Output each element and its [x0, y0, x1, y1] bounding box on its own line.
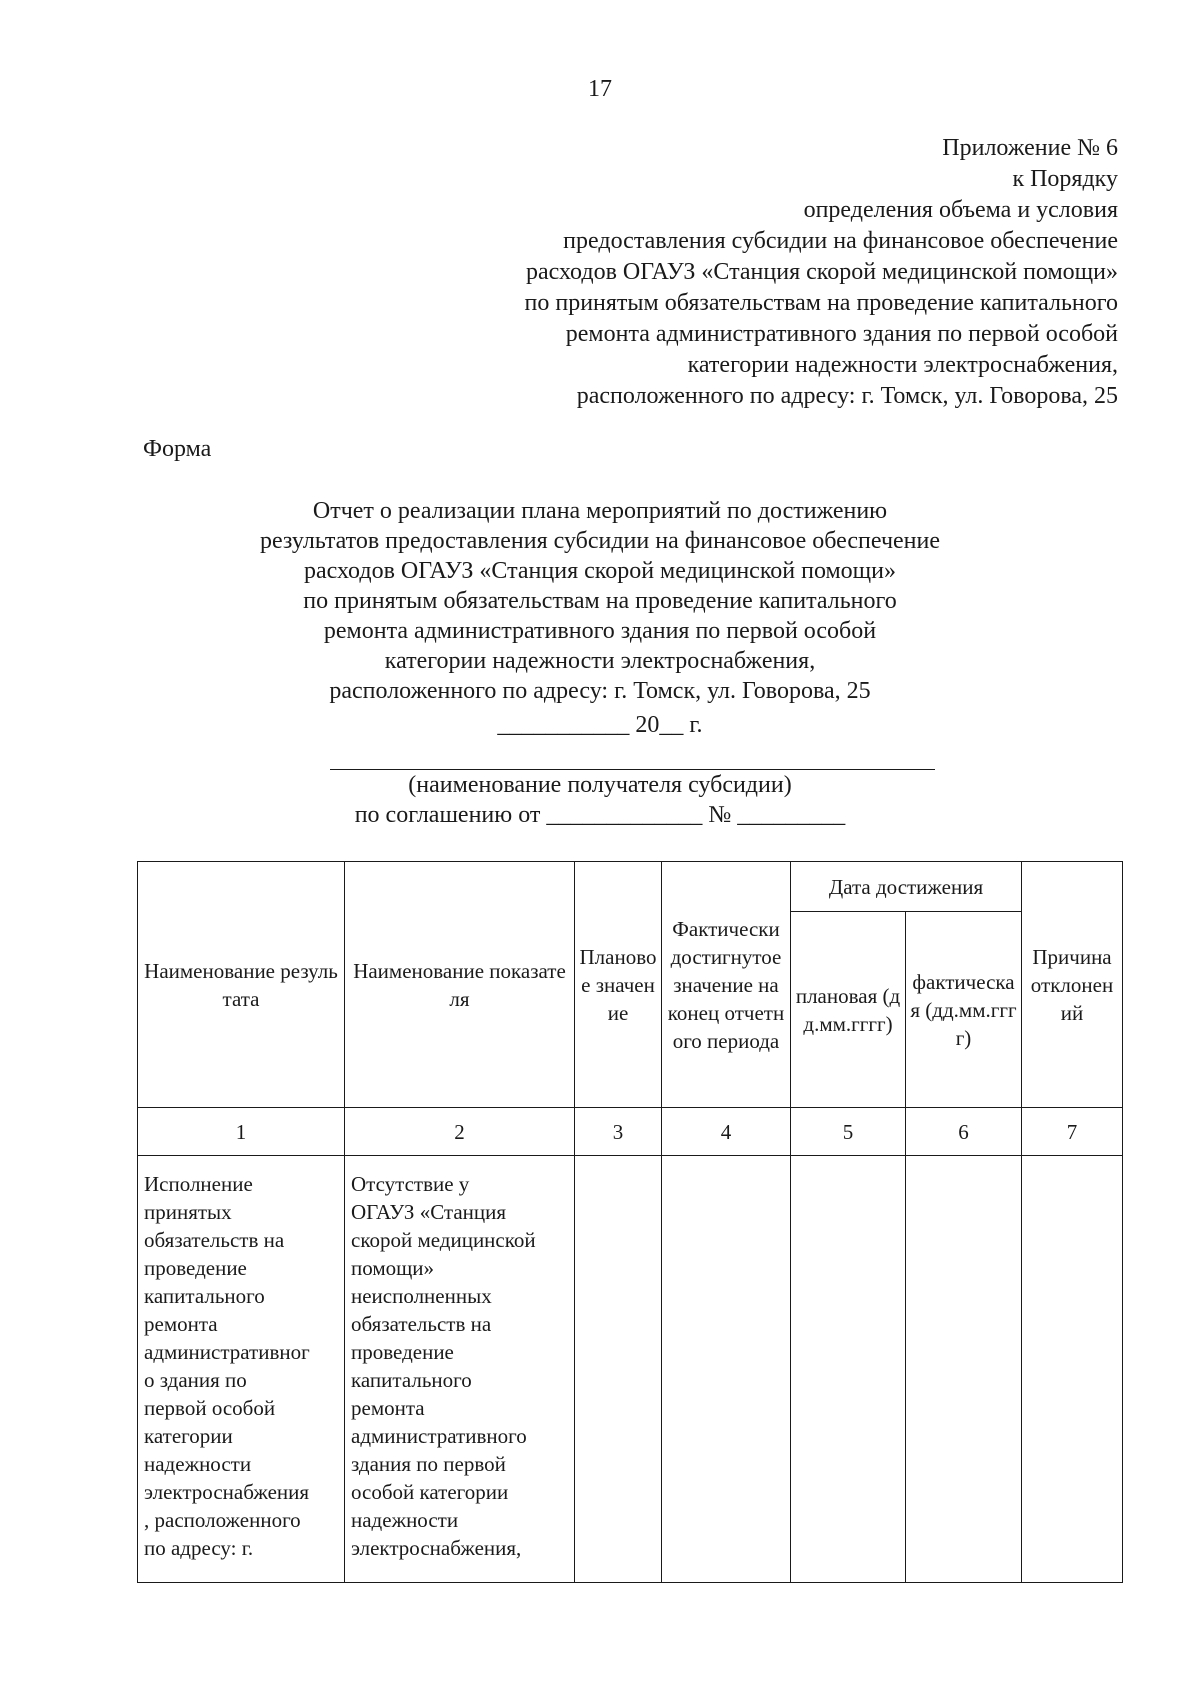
cell-deviation-reasons — [1022, 1156, 1123, 1583]
header-achievement-date: Дата достижения — [791, 862, 1022, 912]
cell-line: ремонта — [144, 1312, 218, 1336]
appendix-line: категории надежности электроснабжения, — [687, 352, 1118, 378]
column-number: 6 — [906, 1108, 1022, 1156]
cell-line: проведение — [144, 1256, 247, 1280]
table-header-row — [138, 862, 1123, 912]
cell-line: административного — [351, 1424, 527, 1448]
header-deviation-reasons: Причина отклонений — [1022, 862, 1123, 1108]
appendix-line: расходов ОГАУЗ «Станция скорой медицинской помощи» — [525, 259, 1118, 285]
header-date-actual: фактическая (дд.мм.гггг) — [906, 912, 1022, 1108]
column-number: 4 — [662, 1108, 791, 1156]
cell-line: неисполненных — [351, 1284, 492, 1308]
cell-line: ОГАУЗ «Станция — [351, 1200, 507, 1224]
report-title-line: расположенного по адресу: г. Томск, ул. Говорова, 25 — [329, 678, 871, 704]
cell-line: , расположенного — [144, 1508, 301, 1532]
cell-line: Исполнение — [144, 1172, 253, 1196]
cell-line: категории — [144, 1424, 233, 1448]
cell-line: надежности — [144, 1452, 252, 1476]
appendix-line: Приложение № 6 — [942, 135, 1118, 161]
cell-line: электроснабжения — [144, 1480, 310, 1504]
cell-line: обязательств на — [144, 1228, 285, 1252]
form-label: Форма — [143, 436, 212, 462]
header-result-name: Наименование результата — [138, 862, 345, 1108]
header-actual-value: Фактически достигнутое значение на конец отчетного периода — [662, 862, 791, 1108]
table-row — [138, 1156, 1123, 1583]
report-title-line: по принятым обязательствам на проведение капитального — [303, 588, 897, 614]
cell-planned-value — [575, 1156, 662, 1583]
cell-line: капитального — [351, 1368, 472, 1392]
cell-line: принятых — [144, 1200, 232, 1224]
column-number: 3 — [575, 1108, 662, 1156]
column-number: 2 — [345, 1108, 575, 1156]
report-title — [0, 496, 1200, 706]
cell-line: помощи» — [351, 1256, 435, 1280]
report-table — [137, 861, 1123, 1583]
appendix-line: по принятым обязательствам на проведение капитального — [524, 290, 1118, 316]
appendix-line: к Порядку — [1012, 166, 1118, 192]
appendix-reference — [418, 133, 1118, 412]
report-title-line: расходов ОГАУЗ «Станция скорой медицинской помощи» — [303, 558, 897, 584]
cell-line: Отсутствие у — [351, 1172, 470, 1196]
column-number: 7 — [1022, 1108, 1123, 1156]
report-title-line: ремонта административного здания по первой особой — [323, 618, 877, 644]
cell-indicator-name — [345, 1156, 575, 1583]
agreement-line: по соглашению от _____________ № _________ — [354, 802, 846, 828]
cell-date-actual — [906, 1156, 1022, 1583]
column-number: 1 — [138, 1108, 345, 1156]
cell-date-planned — [791, 1156, 906, 1583]
header-date-planned: плановая (дд.мм.гггг) — [791, 912, 906, 1108]
cell-line: по адресу: г. — [144, 1536, 254, 1560]
cell-line: электроснабжения, — [351, 1536, 522, 1560]
cell-line: капитального — [144, 1284, 265, 1308]
cell-line: особой категории — [351, 1480, 509, 1504]
appendix-line: расположенного по адресу: г. Томск, ул. Говорова, 25 — [576, 383, 1118, 409]
report-title-line: Отчет о реализации плана мероприятий по достижению — [312, 498, 888, 524]
cell-result-name — [138, 1156, 345, 1583]
header-indicator-name: Наименование показателя — [345, 862, 575, 1108]
cell-line: первой особой — [144, 1396, 276, 1420]
column-number-row — [138, 1108, 1123, 1156]
cell-line: скорой медицинской — [351, 1228, 536, 1252]
report-title-line: категории надежности электроснабжения, — [384, 648, 816, 674]
cell-line: о здания по — [144, 1368, 247, 1392]
recipient-caption: (наименование получателя субсидии) — [408, 772, 792, 798]
cell-line: ремонта — [351, 1396, 425, 1420]
report-title-line: результатов предоставления субсидии на финансовое обеспечение — [259, 528, 940, 554]
cell-actual-value — [662, 1156, 791, 1583]
appendix-line: предоставления субсидии на финансовое обеспечение — [563, 228, 1118, 254]
appendix-line: ремонта административного здания по первой особой — [565, 321, 1118, 347]
header-planned-value: Плановое значение — [575, 862, 662, 1108]
appendix-line: определения объема и условия — [803, 197, 1118, 223]
cell-line: здания по первой — [351, 1452, 506, 1476]
recipient-name-field — [330, 769, 935, 770]
cell-line: надежности — [351, 1508, 459, 1532]
column-number: 5 — [791, 1108, 906, 1156]
page-number: 17 — [588, 76, 612, 102]
cell-line: обязательств на — [351, 1312, 492, 1336]
cell-line: проведение — [351, 1340, 454, 1364]
cell-line: административног — [144, 1340, 310, 1364]
report-date-line: ___________ 20__ г. — [497, 712, 703, 738]
